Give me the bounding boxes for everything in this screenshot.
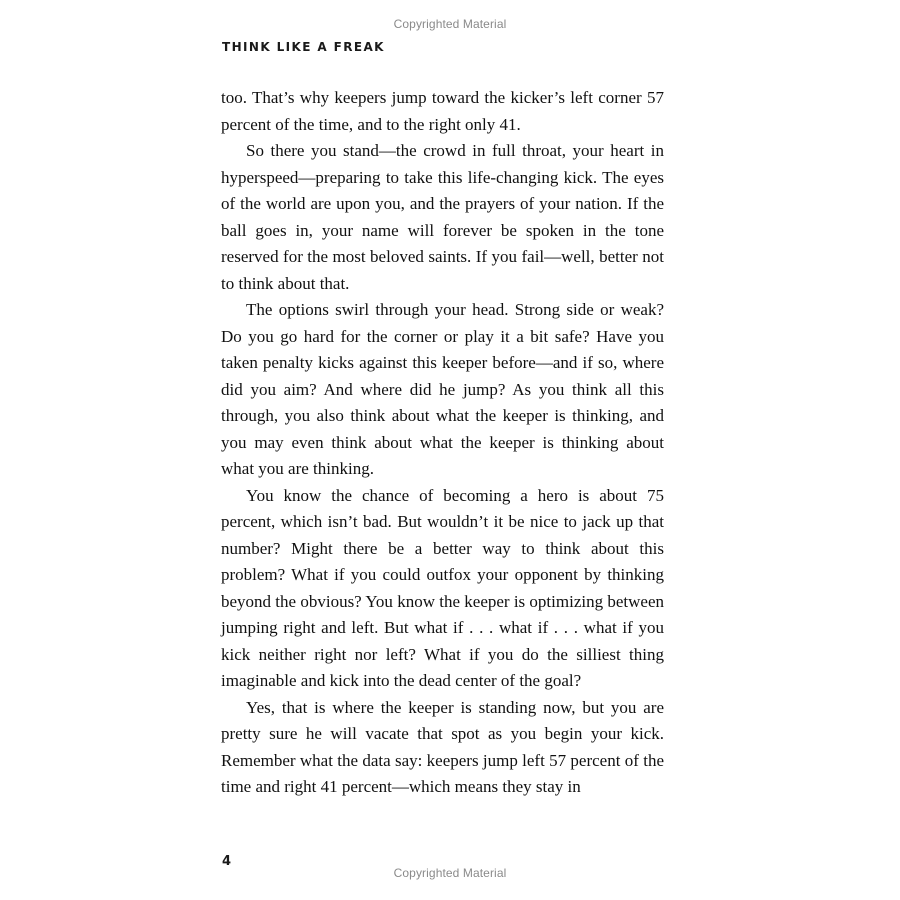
paragraph-1: too. That’s why keepers jump toward the kicker’s left corner 57 percent of the time, and to the right only 41. [221, 88, 664, 134]
page-number: 4 [222, 854, 232, 869]
paragraph-5: Yes, that is where the keeper is standing now, but you are pretty sure he will vacate that spot as you begin your kick. Remember what the data say: keepers jump left 57 percent of the time and right 41 percent—which means they stay in [221, 697, 664, 796]
paragraph-3: The options swirl through your head. Strong side or weak? Do you go hard for the corner or play it a bit safe? Have you taken penalty kicks against this keeper before—and if so, where did you aim? And where did he jump? As you think all this through, you also think about what the keeper is thinking, and you may even think about what the keeper is thinking about what you are thinking. [221, 300, 664, 478]
copyright-watermark-top: Copyrighted Material [393, 17, 507, 31]
paragraph-4: You know the chance of becoming a hero is about 75 percent, which isn’t bad. But wouldn’t it be nice to jack up that number? Might there be a better way to think about this problem? What if you could outfox your opponent by thinking beyond the obvious? You know the keeper is optimizing between jumping right and left. But what if . . . what if . . . what if you kick neither right nor left? What if you do the silliest thing imaginable and kick into the dead center of the goal? [221, 485, 664, 690]
running-head: THINK LIKE A FREAK [222, 40, 385, 54]
paragraph-2: So there you stand—the crowd in full throat, your heart in hyperspeed—preparing to take this life-changing kick. The eyes of the world are upon you, and the prayers of your nation. If the ball goes in, your name will forever be spoken in the tone reserved for the most beloved saints. If you fail—well, better not to think about that. [221, 141, 664, 293]
body-text [221, 85, 664, 801]
copyright-watermark-bottom: Copyrighted Material [393, 866, 507, 880]
